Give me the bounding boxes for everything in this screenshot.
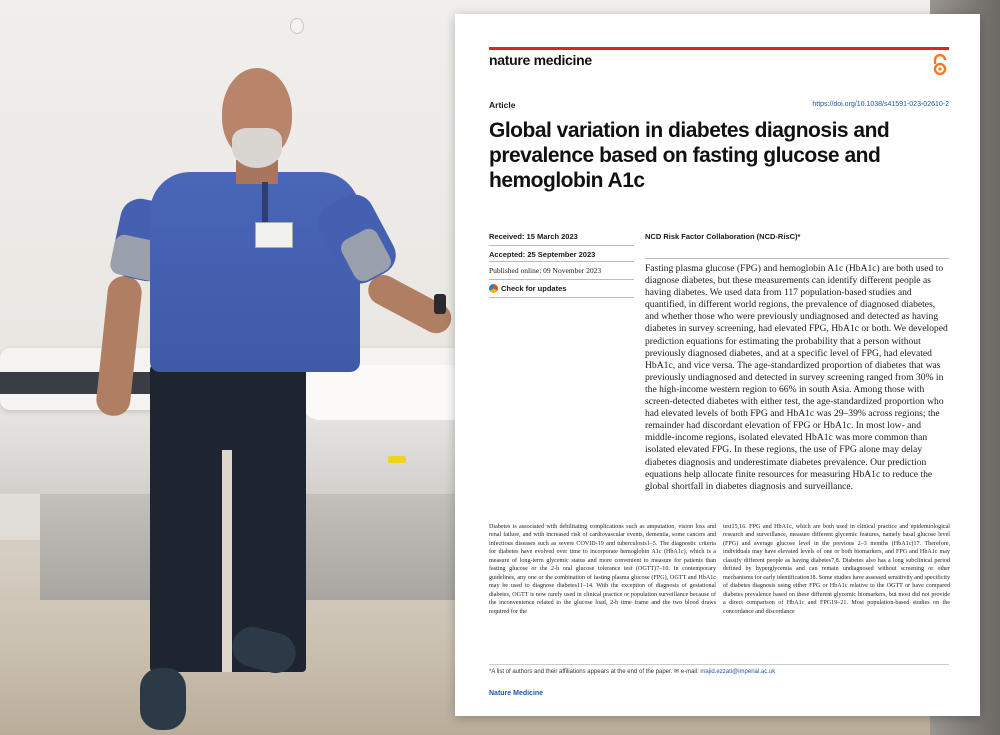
open-access-icon xyxy=(931,54,949,76)
body-column-right: test15,16. FPG and HbA1c, which are both used in clinical practice and epidemiological research and surveillance, measure different glycemic features, namely basal glucose level (FPG) and average glucose level in the previous 2–3 months (HbA1c)17. Therefore, individuals may have elevated levels of one or both biomarkers, and FPG and HbA1c may classify different people as having diabetes7,8. Diabetes also has a long subclinical period defined by hyperglycemia and can remain undiagnosed without screening or other mechanisms for early identification18. Some studies have assessed sensitivity and specificity of diabetes diagnosis using either FPG or HbA1c relative to the OGTT or have compared diabetes prevalence based on these different glycemic biomarkers, but most did not provide a direct comparison of HbA1c and FPG19–21. Most population-based studies on the concordance and discordance xyxy=(723,524,950,615)
accepted-date: Accepted: 25 September 2023 xyxy=(489,250,596,259)
footnote-divider xyxy=(489,664,949,665)
journal-footer: Nature Medicine xyxy=(489,690,544,697)
paper-title: Global variation in diabetes diagnosis and prevalence based on fasting glucose and hemoglobin A1c xyxy=(489,119,890,192)
divider xyxy=(489,279,634,280)
abstract: Fasting plasma glucose (FPG) and hemoglobin A1c (HbA1c) are both used to diagnose diabetes, but these measurements can identify different people as having diabetes. We used data from 117 population-based studies and quantified, in different world regions, the prevalence of diagnosed diabetes, and whether those who were previously undiagnosed and detected as having diabetes in survey screening, had elevated FPG, HbA1c or both. We developed prediction equations for estimating the probability that a person without previously diagnosed diabetes, and at a specific level of FPG, had elevated HbA1c, and vice versa. The age-standardized proportion of diabetes that was previously undiagnosed and detected in survey screening ranged from 30% in the high-income western region to 66% in south Asia. Among those with screen-detected diabetes with either test, the age-standardized proportion who had elevated levels of both FPG and HbA1c was 29–39% across regions; the remainder had discordant elevation of FPG or HbA1c. In most low- and middle-income regions, isolated elevated HbA1c was more common than isolated elevated FPG. In these regions, the use of FPG alone may delay diabetes diagnosis and underestimate diabetes prevalence. Our prediction equations help allocate finite resources for measuring HbA1c to reduce the global shortfall in diabetes diagnosis and surveillance. xyxy=(645,263,948,492)
article-type-label: Article xyxy=(489,100,516,110)
footnote-text: *A list of authors and their affiliations appears at the end of the paper. xyxy=(489,669,673,675)
author-line: NCD Risk Factor Collaboration (NCD-RisC)* xyxy=(645,232,801,241)
email-icon: ✉ xyxy=(674,669,680,675)
left-arm xyxy=(95,275,143,418)
check-for-updates-button[interactable] xyxy=(489,284,634,293)
shirt xyxy=(150,172,360,372)
author-email-link[interactable]: majid.ezzati@imperial.ac.uk xyxy=(700,669,776,675)
id-badge xyxy=(255,222,293,248)
divider xyxy=(489,245,634,246)
trouser-gap xyxy=(222,450,232,672)
journal-accent-bar xyxy=(489,47,949,50)
divider xyxy=(489,261,634,262)
divider xyxy=(645,258,949,259)
person xyxy=(0,0,460,735)
received-date: Received: 15 March 2023 xyxy=(489,232,578,241)
journal-name: nature medicine xyxy=(489,52,592,68)
lanyard xyxy=(262,182,268,224)
wristwatch xyxy=(434,294,446,314)
body-column-left: Diabetes is associated with debilitating complications such as amputation, vision loss and renal failure, and with increased risk of cardiovascular events, dementia, some cancers and infectious diseases such as severe COVID-19 and tuberculosis1–5. The diagnostic criteria for diabetes have evolved over time to incorporate hemoglobin A1c (HbA1c), which is a measure of long-term glycemic status and more convenient to measure for patients than fasting glucose or the 2-h oral glucose tolerance test (OGTT)7–10. In contemporary guidelines, any one or the combination of fasting plasma glucose (FPG), OGTT and HbA1c may be used to diagnose diabetes11–14. With the exception of diagnosis of gestational diabetes, OGTT is now rarely used in clinical practice or population surveillance because of the inconvenience related to the glucose load, 2-h time frame and the two blood draws required for the xyxy=(489,524,716,615)
check-for-updates-label: Check for updates xyxy=(501,284,567,293)
published-date: Published online: 09 November 2023 xyxy=(489,266,602,275)
divider xyxy=(489,297,634,298)
paper-page xyxy=(455,14,980,716)
check-for-updates-icon xyxy=(489,284,498,293)
footnote xyxy=(489,668,775,675)
beard xyxy=(232,128,282,168)
left-shoe xyxy=(140,668,186,730)
doi-link[interactable]: https://doi.org/10.1038/s41591-023-02610-2 xyxy=(812,101,949,108)
footnote-email-label: e-mail: xyxy=(680,669,699,675)
